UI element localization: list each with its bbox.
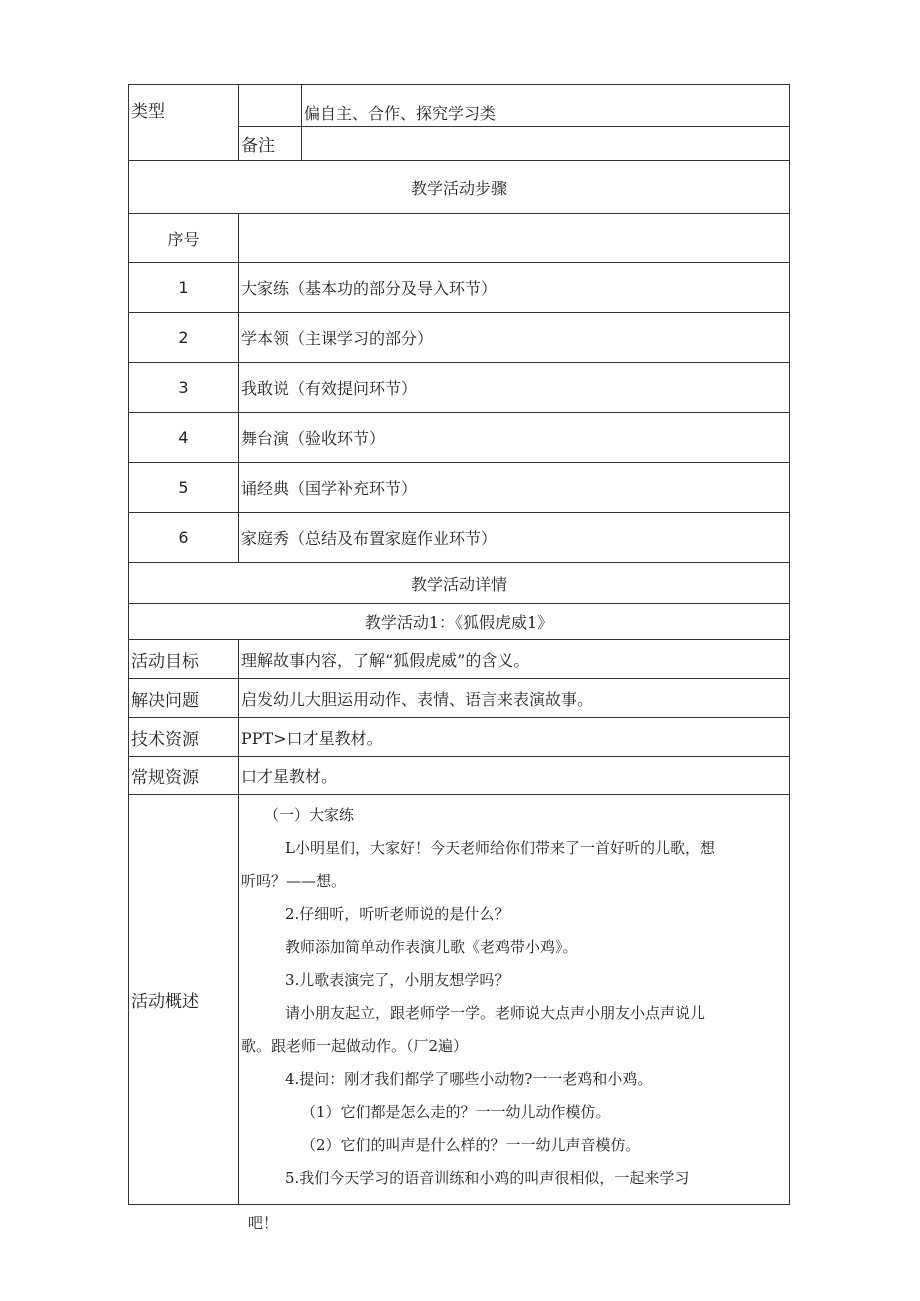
type-value: 偏自主、合作、探究学习类 — [302, 85, 790, 127]
step-number: 5 — [129, 463, 239, 513]
goal-value: 理解故事内容，了解“狐假虎威”的含义。 — [239, 640, 790, 679]
trailing-text: 吧！ — [248, 1214, 279, 1232]
overview-line: 3.儿歌表演完了，小朋友想学吗？ — [285, 971, 510, 989]
steps-title-row — [129, 161, 790, 214]
step-number: 2 — [129, 313, 239, 363]
regular-label: 常规资源 — [129, 757, 239, 795]
overview-label: 活动概述 — [129, 795, 239, 1205]
goal-row — [129, 640, 790, 679]
tech-row — [129, 718, 790, 757]
overview-line: 请小朋友起立，跟老师学一学。老师说大点声小朋友小点声说儿 — [285, 1004, 706, 1022]
tech-label: 技术资源 — [129, 718, 239, 757]
step-row — [129, 263, 790, 313]
step-text: 诵经典（国学补充环节） — [239, 463, 790, 513]
details-title-row — [129, 563, 790, 604]
step-text: 学本领（主课学习的部分） — [239, 313, 790, 363]
regular-value: 口才星教材。 — [239, 757, 790, 795]
step-number: 6 — [129, 513, 239, 563]
note-value — [302, 127, 790, 161]
lesson-plan-table — [128, 84, 790, 1205]
regular-row — [129, 757, 790, 795]
problem-value: 启发幼儿大胆运用动作、表情、语言来表演故事。 — [239, 679, 790, 718]
overview-line: 5.我们今天学习的语音训练和小鸡的叫声很相似，一起来学习 — [285, 1169, 690, 1187]
overview-line: 2.仔细听，听听老师说的是什么？ — [285, 905, 510, 923]
step-text: 家庭秀（总结及布置家庭作业环节） — [239, 513, 790, 563]
index-header: 序号 — [129, 214, 239, 263]
steps-title: 教学活动步骤 — [129, 161, 790, 214]
overview-line: （一）大家练 — [264, 806, 355, 824]
goal-label: 活动目标 — [129, 640, 239, 679]
step-row — [129, 313, 790, 363]
overview-content — [239, 795, 790, 1205]
step-text: 舞台演（验收环节） — [239, 413, 790, 463]
type-label: 类型 — [129, 85, 239, 161]
overview-line: （1）它们都是怎么走的？一一幼儿动作模仿。 — [301, 1103, 611, 1121]
step-text: 我敢说（有效提问环节） — [239, 363, 790, 413]
tech-value: PPT>口才星教材。 — [239, 718, 790, 757]
step-number: 1 — [129, 263, 239, 313]
details-title: 教学活动详情 — [129, 563, 790, 604]
step-row — [129, 463, 790, 513]
steps-header-empty — [239, 214, 790, 263]
overview-line: 歌。跟老师一起做动作。（厂2遍） — [241, 1037, 469, 1055]
activity-title: 教学活动1：《狐假虎威1》 — [129, 604, 790, 640]
step-number: 3 — [129, 363, 239, 413]
step-row — [129, 413, 790, 463]
type-row — [129, 85, 790, 127]
activity-title-row — [129, 604, 790, 640]
problem-row — [129, 679, 790, 718]
overview-line: （2）它们的叫声是什么样的？一一幼儿声音模仿。 — [301, 1136, 641, 1154]
overview-line: L小明星们，大家好！今天老师给你们带来了一首好听的儿歌，想 — [285, 839, 715, 857]
steps-header-row — [129, 214, 790, 263]
overview-line: 教师添加简单动作表演儿歌《老鸡带小鸡》。 — [285, 938, 578, 956]
step-number: 4 — [129, 413, 239, 463]
overview-row — [129, 795, 790, 1205]
step-row — [129, 513, 790, 563]
step-row — [129, 363, 790, 413]
overview-line: 4.提问：刚才我们都学了哪些小动物?一一老鸡和小鸡。 — [285, 1070, 653, 1088]
problem-label: 解决问题 — [129, 679, 239, 718]
overview-line: 听吗？——想。 — [241, 872, 347, 890]
step-text: 大家练（基本功的部分及导入环节） — [239, 263, 790, 313]
note-label: 备注 — [239, 127, 302, 161]
type-empty-cell — [239, 85, 302, 127]
